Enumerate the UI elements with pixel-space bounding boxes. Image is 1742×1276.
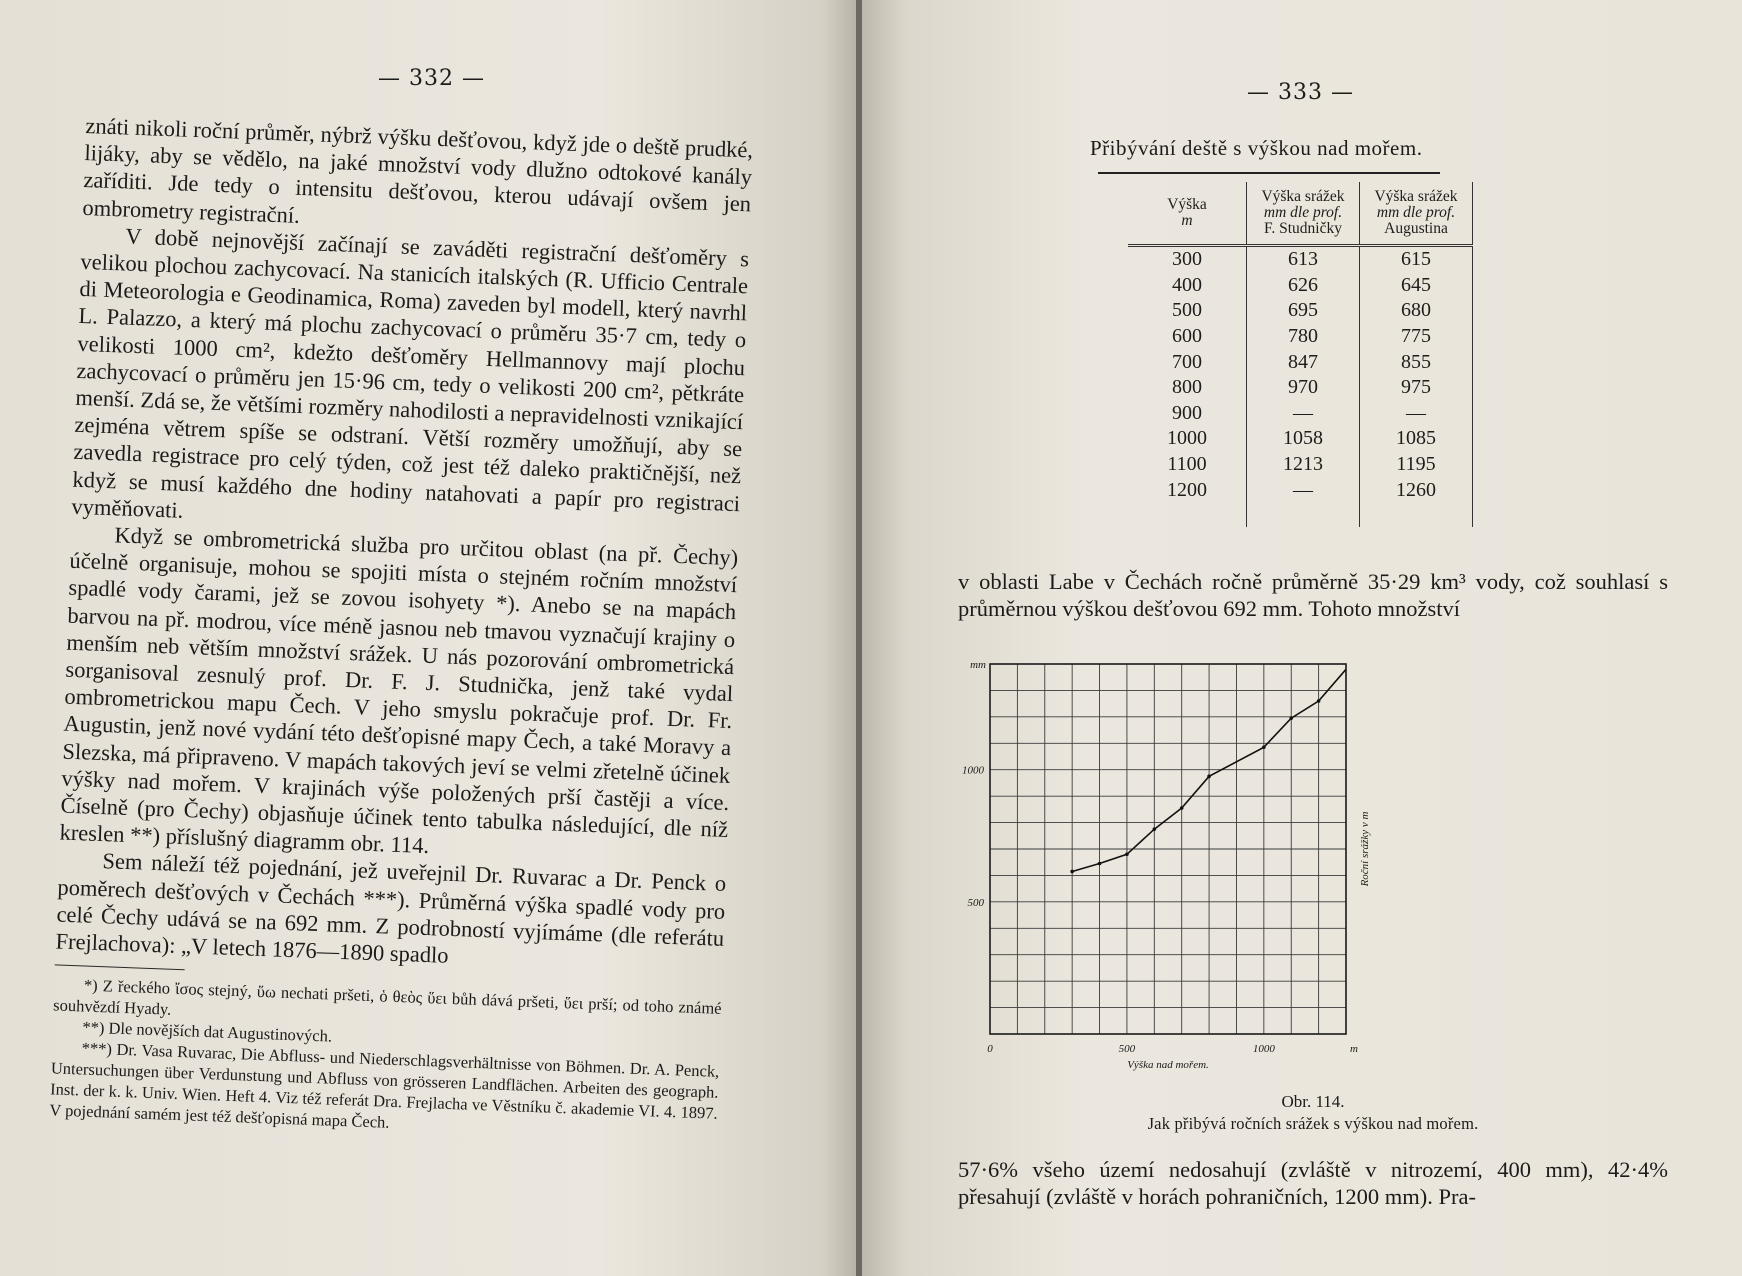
- table-cell: 975: [1360, 375, 1473, 401]
- table-row: [1128, 273, 1473, 299]
- table-cell: 1195: [1360, 452, 1473, 478]
- page-number: — 333 —: [1247, 80, 1354, 105]
- table-cell: 1260: [1360, 477, 1473, 527]
- table-cell: 500: [1172, 299, 1202, 322]
- y-tick-label: 500: [967, 896, 984, 909]
- table-cell: 1100: [1167, 453, 1207, 476]
- table-cell: 300: [1172, 248, 1202, 271]
- table-cell: 1213: [1247, 452, 1360, 478]
- table-row: [1128, 324, 1473, 350]
- table-cell: —: [1247, 477, 1360, 527]
- data-point: [1125, 852, 1129, 856]
- table-cell: 400: [1172, 273, 1202, 296]
- header-augustin: Výška srážek mm dle prof. Augustina: [1360, 182, 1473, 246]
- table-row: [1128, 298, 1473, 324]
- y-axis-label: Roční srážky v m: [1359, 811, 1371, 887]
- table-row: [1128, 426, 1473, 452]
- data-point: [1070, 870, 1074, 874]
- figure-label: Obr. 114.: [1281, 1092, 1345, 1111]
- table-cell: 1058: [1247, 426, 1360, 452]
- table-cell: 847: [1247, 349, 1360, 375]
- table-cell: 775: [1360, 324, 1473, 350]
- data-point: [1262, 745, 1266, 749]
- table-cell: 970: [1247, 375, 1360, 401]
- right-paragraph: v oblasti Labe v Čechách ročně průměrně 35·29 km³ vody, což souhlasí s průměrnou výškou dešťovou 692 mm. Tohoto množství: [958, 569, 1668, 621]
- header-studnicka: Výška srážek mm dle prof. F. Studničky: [1247, 182, 1360, 246]
- table-row: [1128, 401, 1473, 427]
- footnote: *) Z řeckého ἴσος stejný, ὕω nechati pršeti, ὁ θεὸς ὕει bůh dává pršeti, ὕει prší; od toho známé souhvězdí Hyady.: [52, 975, 722, 1020]
- data-point: [1289, 716, 1293, 720]
- y-unit-label: mm: [970, 659, 986, 671]
- table-cell: —: [1360, 401, 1473, 427]
- header-height: Výška m: [1128, 182, 1247, 246]
- data-point: [1098, 862, 1102, 866]
- table-row: [1128, 375, 1473, 401]
- table-header-row: [1128, 182, 1473, 246]
- table-title: Přibývání deště s výškou nad mořem.: [1090, 136, 1423, 160]
- x-axis-label: Výška nad mořem.: [1127, 1059, 1209, 1071]
- left-body-text: [49, 112, 754, 1145]
- footnote-divider: [55, 965, 185, 971]
- table-cell: 600: [1172, 325, 1202, 348]
- data-point: [1153, 827, 1157, 831]
- table-cell: —: [1247, 401, 1360, 427]
- figure-caption: Jak přibývá ročních srážek s výškou nad mořem.: [1147, 1114, 1479, 1133]
- table-row: [1128, 477, 1473, 527]
- right-paragraph: 57·6% všeho území nedosahují (zvláště v nitrozemí, 400 mm), 42·4% přesahují (zvláště v horách pohraničních, 1200 mm). Pra-: [958, 1157, 1668, 1209]
- rainfall-chart: [944, 640, 1371, 1089]
- footnote: **) Dle novějších dat Augustinových.: [82, 1017, 333, 1046]
- x-tick-label: 0: [987, 1043, 993, 1055]
- table-row: [1128, 246, 1473, 273]
- table-cell: 855: [1360, 349, 1473, 375]
- table-row: [1128, 349, 1473, 375]
- table-row: [1128, 452, 1473, 478]
- table-cell: 680: [1360, 298, 1473, 324]
- footnote: ***) Dr. Vasa Ruvarac, Die Abfluss- und Niederschlagsverhältnisse von Böhmen. Dr. A. Penck, Untersuchungen über Verdunstung und Abfluss von grösseren Landflächen. Arbeiten des geograph. Inst. der k. k. Univ. Wien. Heft 4. Viz též referát Dra. Frejlacha ve Věstníku č. akademie VI. 4. 1897. V pojednání samém jest též dešťopisná mapa Čech.: [49, 1038, 720, 1133]
- page-number: — 332 —: [378, 66, 485, 91]
- chart-svg: [944, 640, 1371, 1085]
- title-rule: [1098, 172, 1440, 174]
- right-page: [862, 0, 1742, 1276]
- table-cell: 695: [1247, 298, 1360, 324]
- table-cell: 700: [1172, 350, 1202, 373]
- table-cell: 900: [1172, 401, 1202, 424]
- data-point: [1207, 775, 1211, 779]
- paragraph: Sem náleží též pojednání, jež uveřejnil Dr. Ruvarac a Dr. Penck o poměrech dešťových v Čechách ***). Průměrná výška spadlé vody pro celé Čechy udává se na 692 mm. Z podrobností vyjímáme (dle referátu Frejlachova): „V letech 1876—1890 spadlo: [55, 848, 727, 968]
- table-cell: 615: [1360, 246, 1473, 273]
- table-cell: 645: [1360, 273, 1473, 299]
- footnotes: [49, 974, 722, 1145]
- paragraph: znáti nikoli roční průměr, nýbrž výšku dešťovou, když jde o deště prudké, lijáky, aby se vědělo, na jaké množství vody dlužno odtokové kanály zaříditi. Jde tedy o intensitu dešťovou, kterou udávají ovšem jen ombrometry registrační.: [82, 112, 754, 228]
- y-tick-label: 1000: [962, 764, 984, 777]
- x-tick-label: 1000: [1252, 1043, 1275, 1055]
- paragraph: V době nejnovější začínají se zaváděti registrační dešťoměry s velikou plochou zachycovací. Na stanicích italských (R. Ufficio Centrale di Meteorologia e Geodinamica, Roma) zaveden byl modell, který navrhl L. Palazzo, a který má plochu zachycovací o průměru 35·7 cm, tedy o velikosti 1000 cm², kdežto dešťoměry Hellmannovy mají plochu zachycovací o průměru jen 15·96 cm, tedy o velikosti 200 cm², pětkráte menší. Zdá se, že většími rozměry nahodilosti a nepravidelnosti vznikající zejména větrem spíše se odstraní. Větší rozměry umožňují, aby se zavedla registrace pro celý týden, což jest též daleko praktičnější, než když se musí každého dne hodiny natahovati a papír pro registraci vyměňovati.: [71, 223, 750, 523]
- table-cell: 613: [1247, 246, 1360, 273]
- table-cell: 800: [1172, 376, 1202, 399]
- table-cell: 626: [1247, 273, 1360, 299]
- paragraph: Když se ombrometrická služba pro určitou oblast (na př. Čechy) účelně organisuje, mohou se spojiti místa o stejném ročním množství spadlé vody čarami, jež se zovou isohyety *). Anebo se na mapách barvou na př. modrou, více méně jasnou neb tmavou vyznačují krajiny o menším neb větším množství srážek. U nás pozorování ombrometrická sorganisoval zesnulý prof. Dr. F. J. Studnička, jenž také vydal ombrometrickou mapu Čech. V jeho smyslu pokračuje prof. Dr. Fr. Augustin, jenž nové vydání této dešťopisné mapy Čech, a také Moravy a Slezska, má připraveno. V mapách takových jeví se velmi zřetelně účinek výšky nad mořem. V krajinách výše položených prší častěji a více. Číselně (pro Čechy) objasňuje účinek tento tabulka následující, dle níž kreslen **) příslušný diagramm obr. 114.: [59, 522, 739, 859]
- table-cell: 780: [1247, 324, 1360, 350]
- rainfall-table: [1128, 182, 1473, 527]
- x-unit-label: m: [1350, 1043, 1358, 1055]
- table-cell: 1085: [1360, 426, 1473, 452]
- table-cell: 1000: [1167, 427, 1207, 450]
- table-cell: 1200: [1167, 478, 1207, 501]
- left-page: [0, 0, 856, 1276]
- data-point: [1317, 699, 1321, 703]
- data-point: [1180, 806, 1184, 810]
- x-tick-label: 500: [1118, 1043, 1136, 1055]
